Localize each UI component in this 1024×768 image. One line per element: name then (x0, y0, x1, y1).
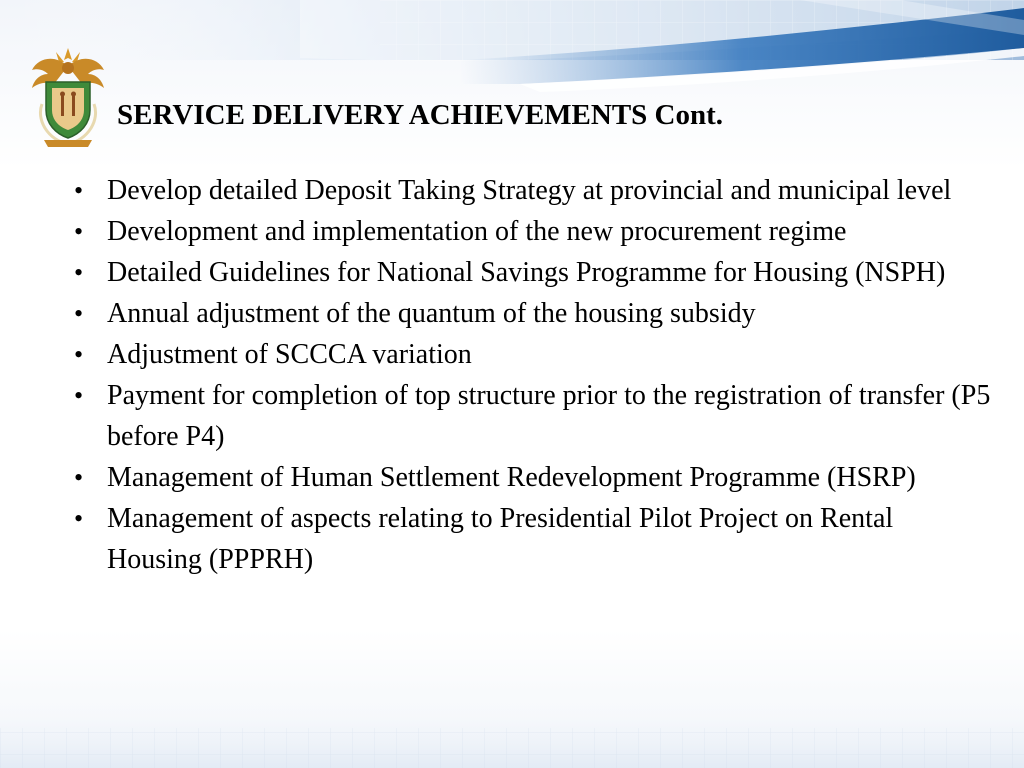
bullet-icon: • (74, 504, 84, 533)
bullet-list (74, 170, 994, 580)
bullet-text: Development and implementation of the new procurement regime (107, 216, 847, 247)
bullet-text: Management of Human Settlement Redevelopment Programme (HSRP) (107, 462, 916, 493)
bullet-text: Detailed Guidelines for National Savings Programme for Housing (NSPH) (107, 257, 946, 288)
list-item (74, 170, 994, 211)
bullet-text: Adjustment of SCCCA variation (107, 339, 472, 370)
bullet-text: Annual adjustment of the quantum of the housing subsidy (107, 298, 756, 329)
bullet-text: Develop detailed Deposit Taking Strategy at provincial and municipal level (107, 175, 952, 206)
footer-decoration (0, 688, 1024, 768)
list-item (74, 293, 994, 334)
bullet-icon: • (74, 381, 84, 410)
bullet-icon: • (74, 176, 84, 205)
list-item (74, 252, 994, 293)
bullet-icon: • (74, 340, 84, 369)
bullet-text: Management of aspects relating to Presidential Pilot Project on Rental Housing (PPPRH) (107, 503, 894, 575)
list-item (74, 457, 994, 498)
list-item (74, 334, 994, 375)
list-item (74, 375, 994, 457)
bullet-icon: • (74, 217, 84, 246)
bullet-text: Payment for completion of top structure prior to the registration of transfer (P5 before P4) (107, 380, 991, 452)
bullet-icon: • (74, 258, 84, 287)
bullet-icon: • (74, 463, 84, 492)
coat-of-arms-icon (26, 44, 110, 148)
header-banner (0, 0, 1024, 160)
slide-title: SERVICE DELIVERY ACHIEVEMENTS Cont. (117, 99, 724, 131)
bullet-icon: • (74, 299, 84, 328)
list-item (74, 211, 994, 252)
list-item (74, 498, 994, 580)
